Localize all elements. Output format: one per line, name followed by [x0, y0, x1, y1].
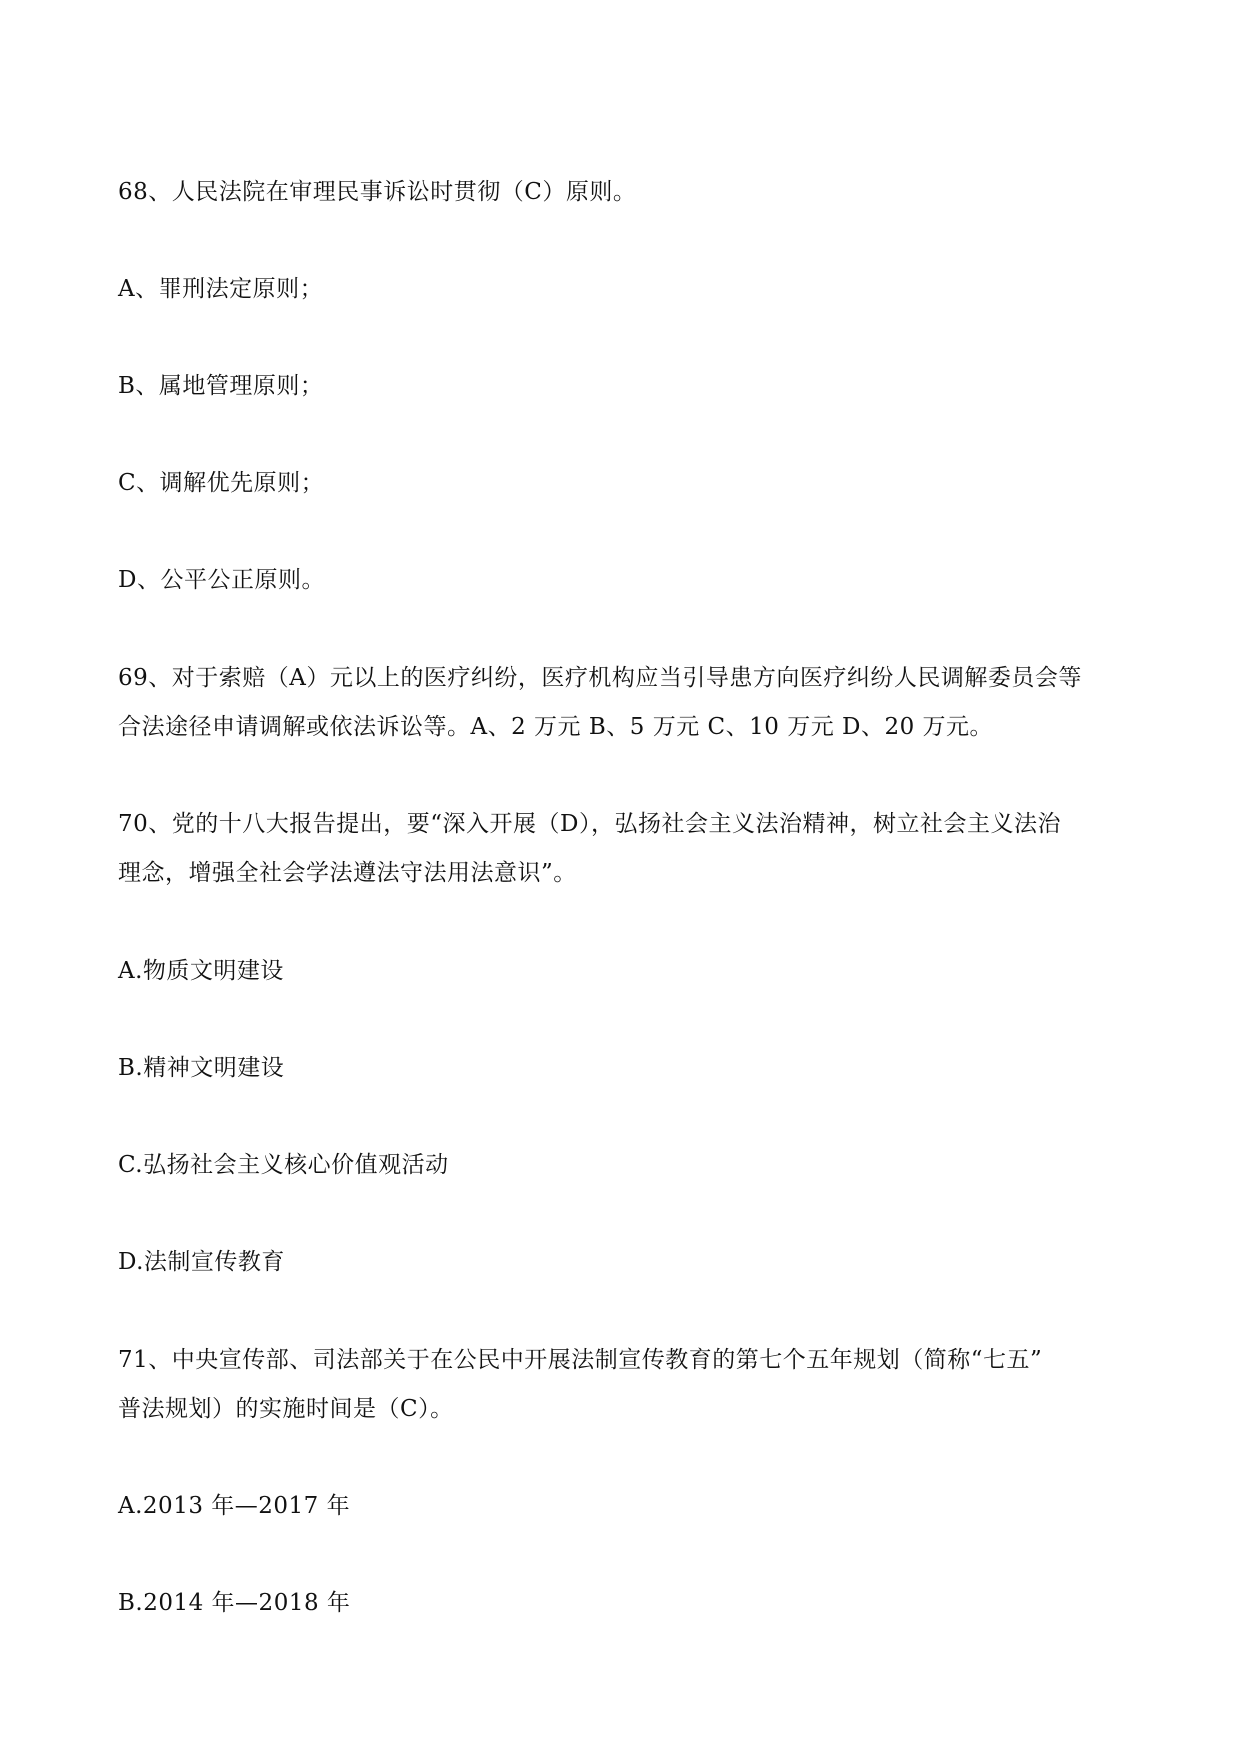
question-71-option-a: A.2013 年—2017 年: [118, 1493, 351, 1519]
question-68-option-c: C、调解优先原则；: [118, 470, 325, 496]
question-71-option-b: B.2014 年—2018 年: [118, 1590, 351, 1616]
question-68-option-a: A、罪刑法定原则；: [118, 276, 324, 302]
question-71-line-1: 71、中央宣传部、司法部关于在公民中开展法制宣传教育的第七个五年规划（简称“七五”: [118, 1347, 1043, 1373]
question-68-option-d: D、公平公正原则。: [118, 567, 325, 593]
question-70-option-b: B.精神文明建设: [118, 1055, 285, 1081]
question-70-line-2: 理念，增强全社会学法遵法守法用法意识”。: [118, 860, 577, 886]
question-71-line-2: 普法规划）的实施时间是（C）。: [118, 1396, 454, 1422]
question-68-option-b: B、属地管理原则；: [118, 373, 324, 399]
question-70-option-c: C.弘扬社会主义核心价值观活动: [118, 1152, 449, 1178]
question-69-line-2: 合法途径申请调解或依法诉讼等。A、2 万元 B、5 万元 C、10 万元 D、20 万元。: [118, 714, 994, 740]
question-70-line-1: 70、党的十八大报告提出，要“深入开展（D），弘扬社会主义法治精神，树立社会主义法治: [118, 811, 1061, 837]
question-69-line-1: 69、对于索赔（A）元以上的医疗纠纷，医疗机构应当引导患方向医疗纠纷人民调解委员会等: [118, 665, 1082, 691]
question-70-option-a: A.物质文明建设: [118, 958, 284, 984]
question-70-option-d: D.法制宣传教育: [118, 1249, 285, 1275]
question-68-text: 68、人民法院在审理民事诉讼时贯彻（C）原则。: [118, 179, 637, 205]
